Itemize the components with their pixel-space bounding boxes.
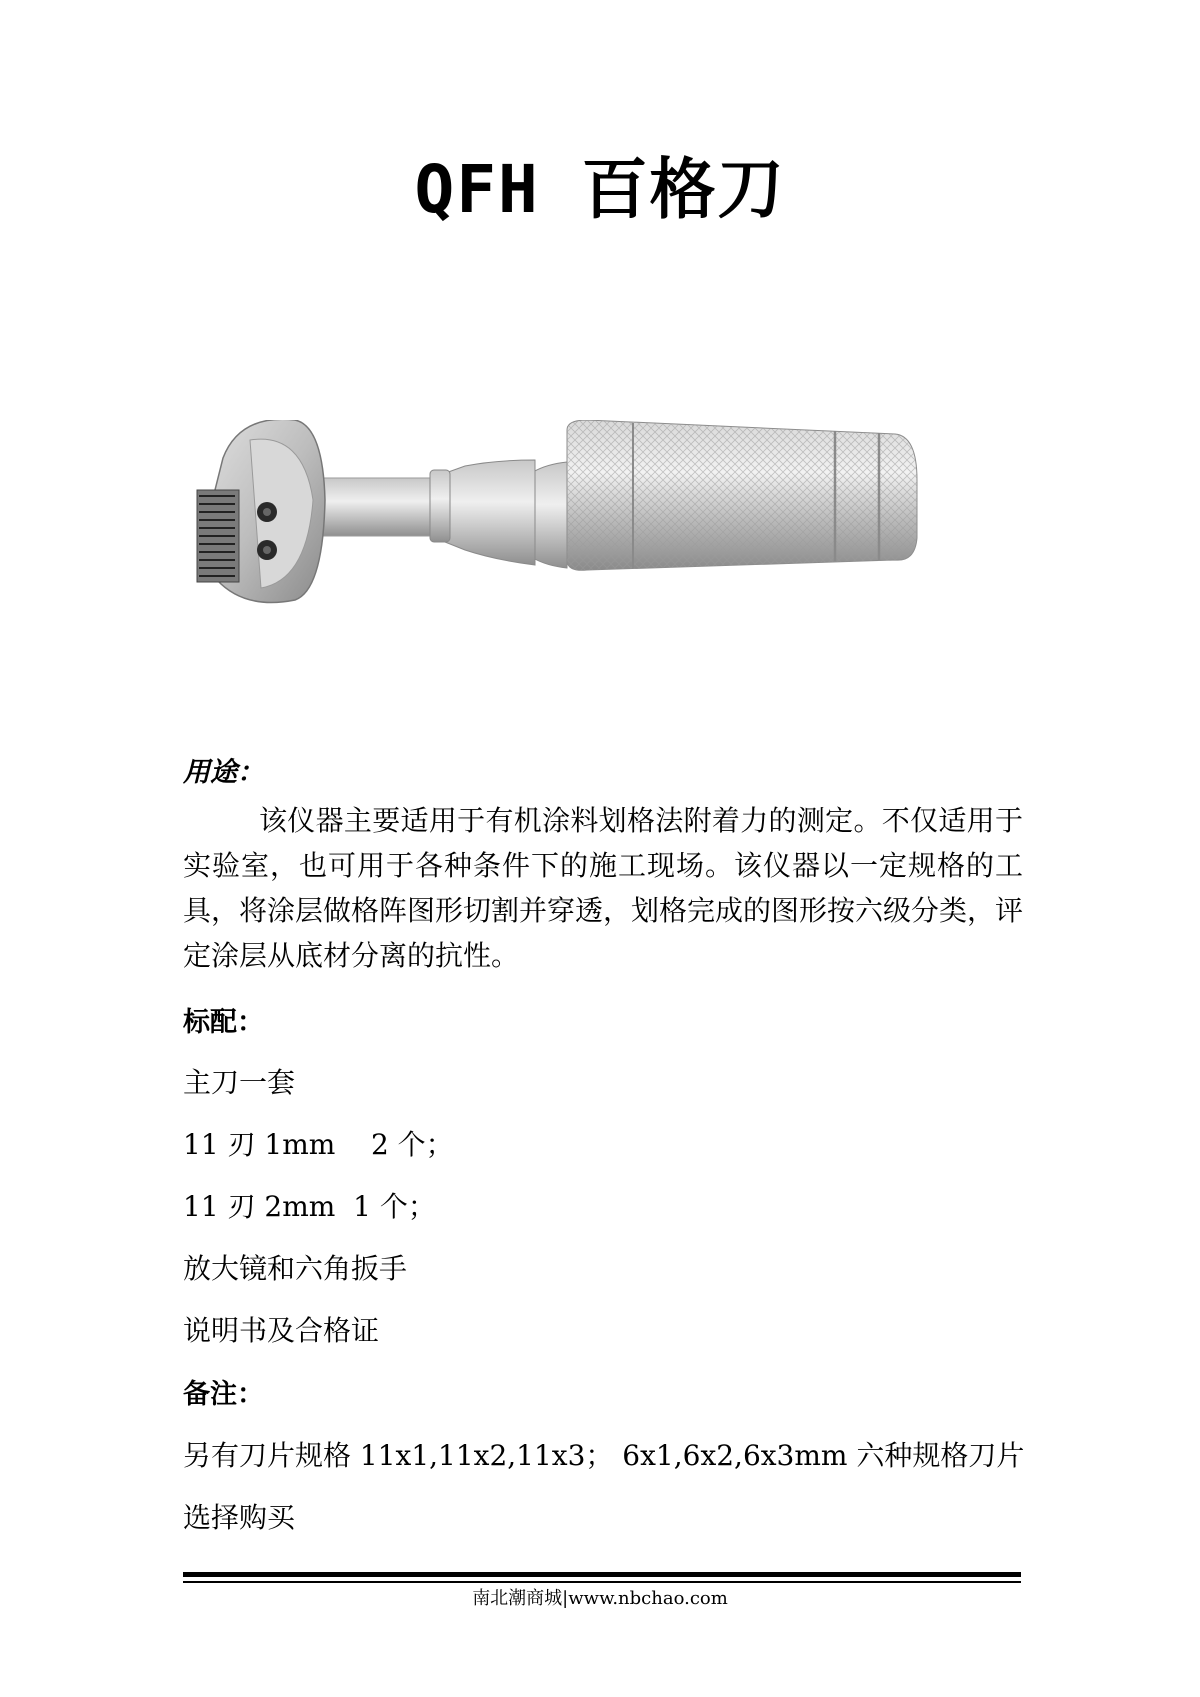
notes-line: 选择购买 — [183, 1501, 296, 1534]
standard-heading: 标配： — [183, 1007, 264, 1038]
notes-heading: 备注： — [183, 1379, 264, 1410]
usage-paragraph: 该仪器主要适用于有机涂料划格法附着力的测定。不仅适用于实验室，也可用于各种条件下的施工现场。该仪器以一定规格的工具，将涂层做格阵图形切割并穿透，划格完成的图形按六级分类，评定涂层从底材分离的抗性。 — [183, 804, 1024, 972]
page-title: QFH 百格刀 — [414, 151, 786, 228]
standard-item: 11 刃 1mm 2 个； — [183, 1128, 454, 1161]
footer-rule-thin — [183, 1581, 1021, 1583]
standard-item: 11 刃 2mm 1 个； — [183, 1190, 436, 1223]
product-image — [195, 420, 1005, 660]
standard-item: 放大镜和六角扳手 — [183, 1252, 408, 1285]
standard-item: 主刀一套 — [183, 1066, 296, 1099]
footer-rule-thick — [183, 1572, 1021, 1577]
notes-line: 另有刀片规格 11x1,11x2,11x3； 6x1,6x2,6x3mm 六种规格刀片 — [183, 1439, 1025, 1472]
cross-cut-knife-image — [195, 420, 1005, 660]
usage-heading: 用途： — [183, 757, 264, 788]
standard-item: 说明书及合格证 — [183, 1314, 380, 1347]
footer-link[interactable]: 南北潮商城|www.nbchao.com — [472, 1588, 728, 1609]
